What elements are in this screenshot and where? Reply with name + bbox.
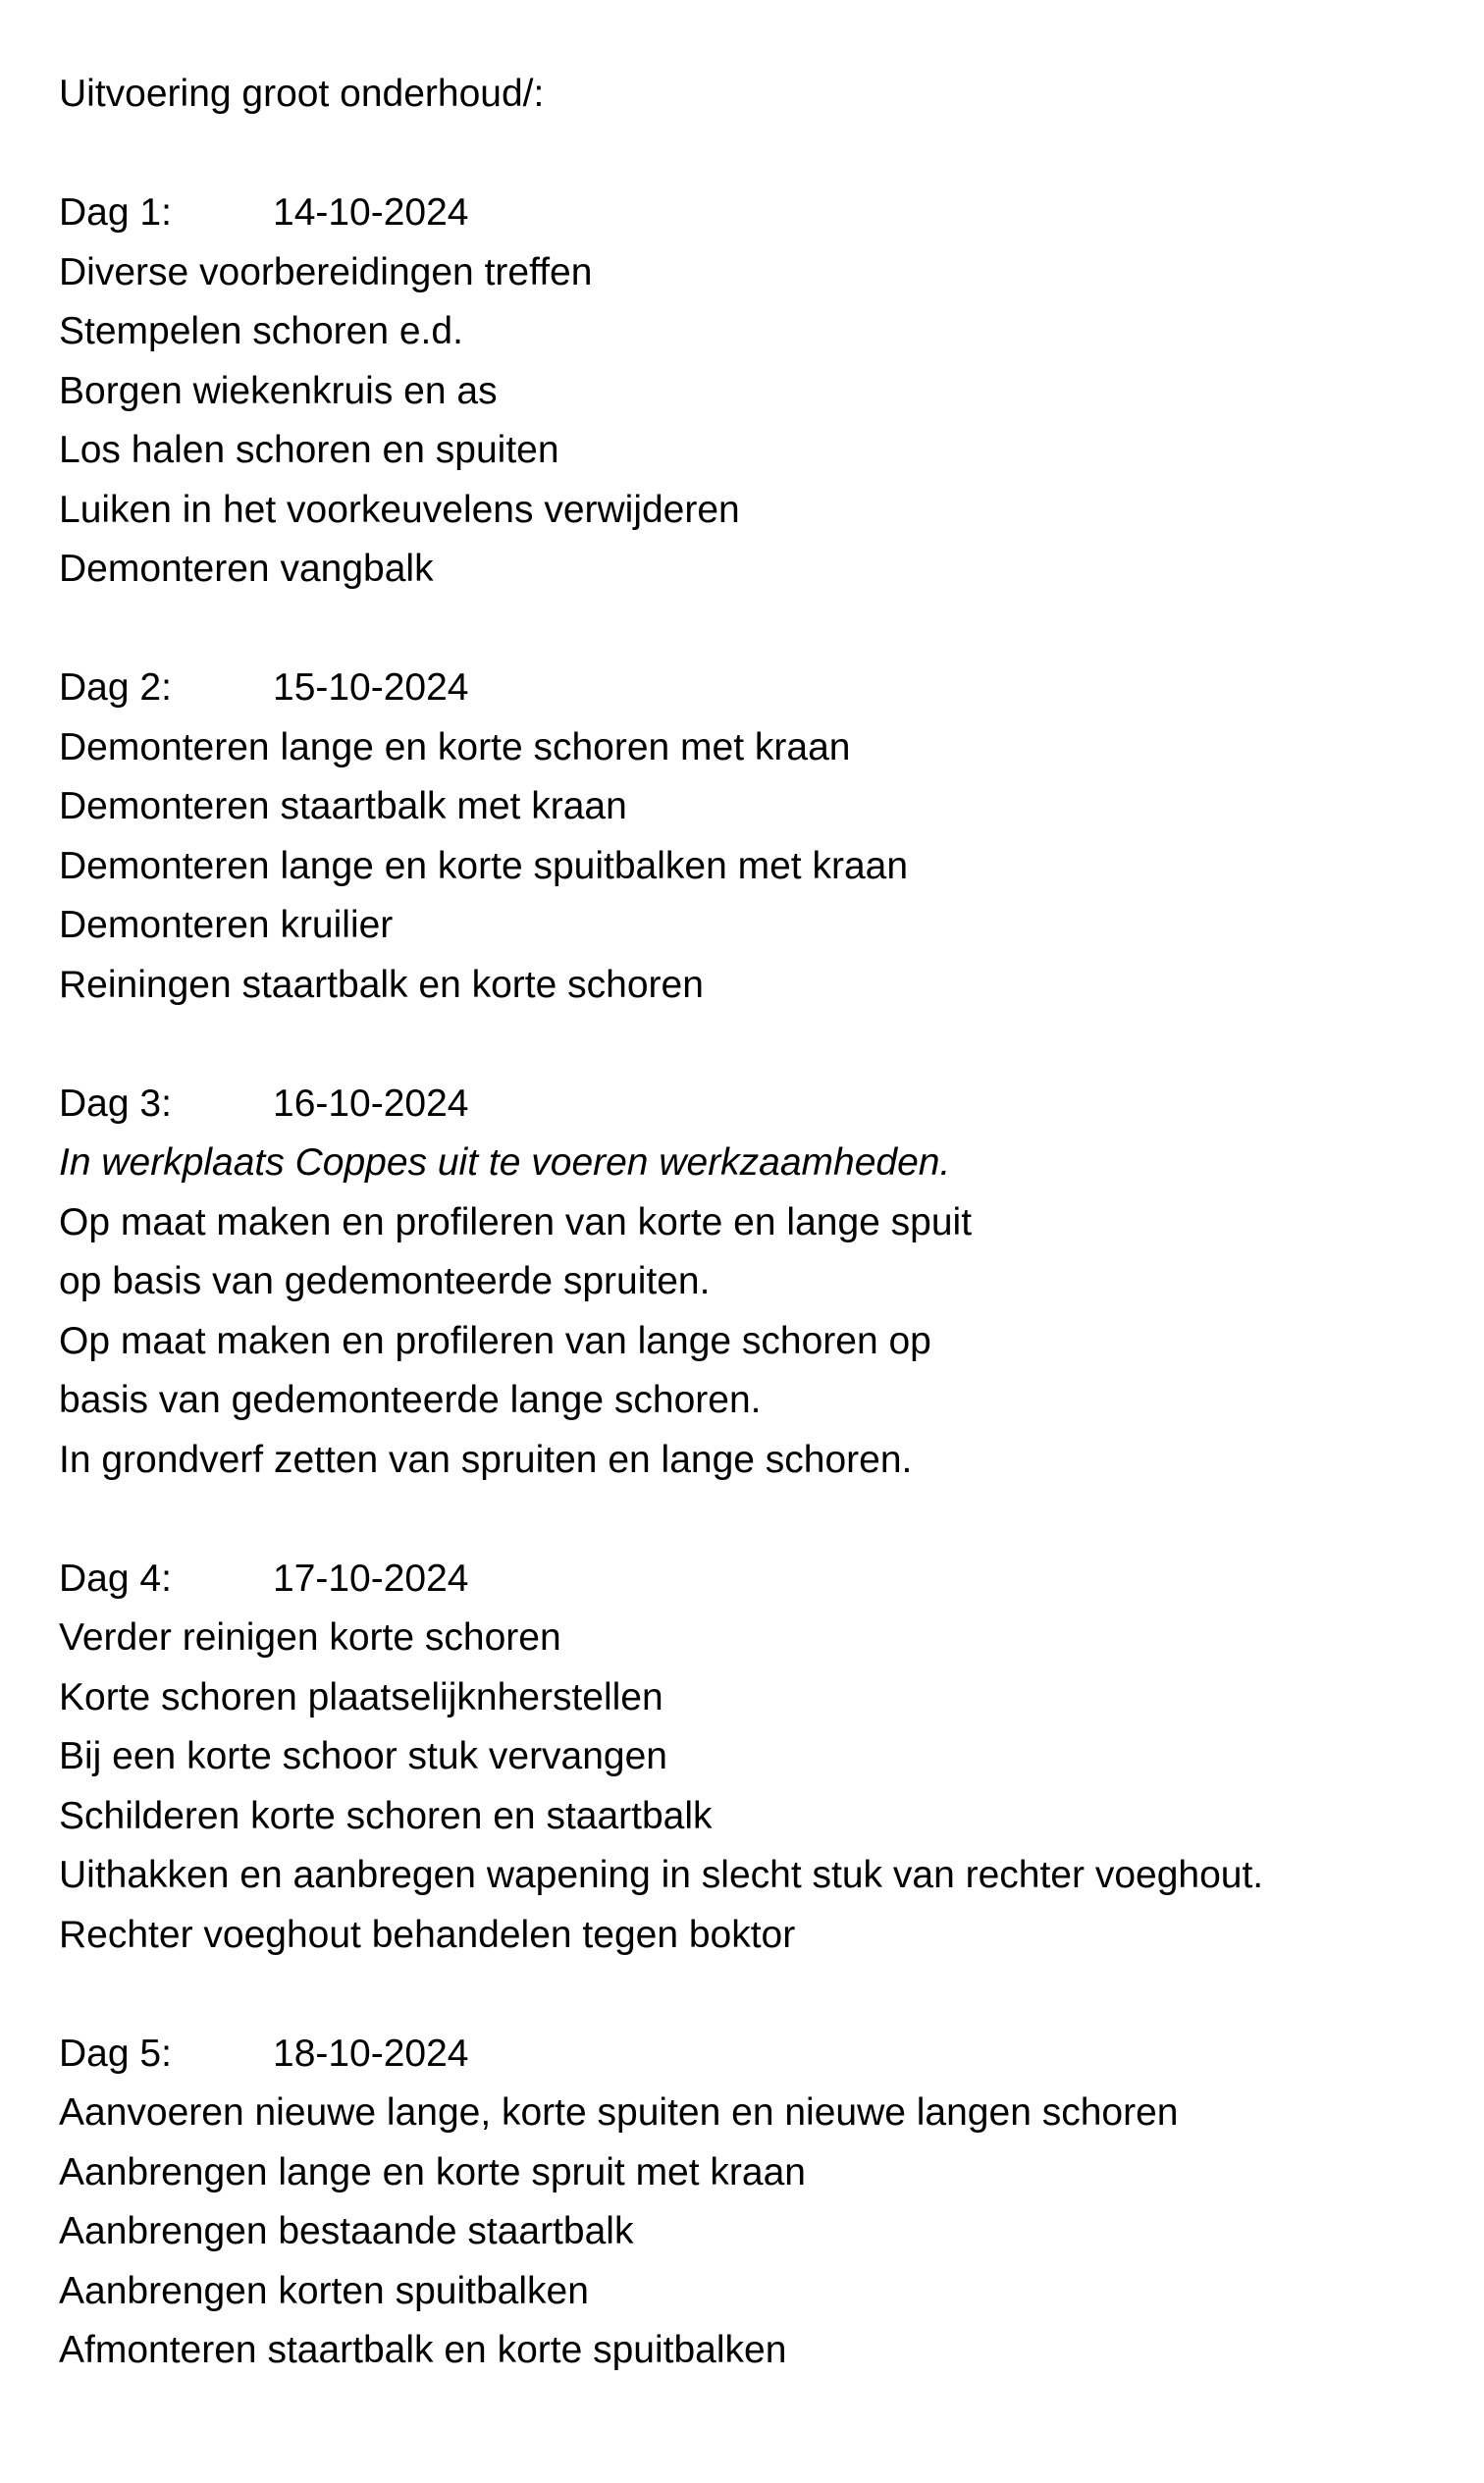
day-section	[59, 659, 1453, 1015]
task-line: Aanbrengen bestaande staartbalk	[59, 2210, 634, 2252]
task-line: Demonteren lange en korte schoren met kraan	[59, 725, 851, 768]
task-line: Bij een korte schoor stuk vervangen	[59, 1735, 668, 1777]
task-line: basis van gedemonteerde lange schoren.	[59, 1379, 762, 1421]
day-date: 15-10-2024	[273, 666, 469, 709]
task-line: Verder reinigen korte schoren	[59, 1616, 561, 1659]
day-date: 16-10-2024	[273, 1082, 469, 1125]
task-line: op basis van gedemonteerde spruiten.	[59, 1260, 711, 1302]
task-line: Aanvoeren nieuwe lange, korte spuiten en nieuwe langen schoren	[59, 2091, 1179, 2134]
day-header	[59, 2025, 1453, 2085]
task-line: Demonteren lange en korte spuitbalken met kraan	[59, 844, 909, 887]
task-line: Borgen wiekenkruis en as	[59, 369, 498, 412]
document-title: Uitvoering groot onderhoud/:	[59, 73, 545, 115]
day-label: Dag 3:	[59, 1082, 172, 1125]
task-line: Schilderen korte schoren en staartbalk	[59, 1794, 713, 1837]
task-line: Luiken in het voorkeuvelens verwijderen	[59, 488, 740, 531]
day-header	[59, 184, 1453, 243]
task-line: Diverse voorbereidingen treffen	[59, 250, 593, 293]
day-header	[59, 1075, 1453, 1135]
day-date: 18-10-2024	[273, 2032, 469, 2075]
task-note: In werkplaats Coppes uit te voeren werkzaamheden.	[59, 1141, 951, 1184]
task-line: Demonteren kruilier	[59, 904, 394, 946]
day-label: Dag 5:	[59, 2032, 172, 2075]
day-label: Dag 2:	[59, 666, 172, 709]
day-list	[59, 184, 1453, 2381]
day-header	[59, 1550, 1453, 1610]
task-line: Op maat maken en profileren van lange schoren op	[59, 1319, 931, 1362]
day-section	[59, 2025, 1453, 2381]
task-line: Los halen schoren en spuiten	[59, 429, 559, 471]
day-section	[59, 1550, 1453, 1966]
day-label: Dag 1:	[59, 191, 172, 234]
day-label: Dag 4:	[59, 1557, 172, 1600]
task-line: Demonteren vangbalk	[59, 548, 434, 590]
task-line: Uithakken en aanbregen wapening in slecht stuk van rechter voeghout.	[59, 1854, 1264, 1896]
day-header	[59, 659, 1453, 718]
day-section	[59, 184, 1453, 600]
document-page	[59, 65, 1453, 2381]
task-line: Korte schoren plaatselijknherstellen	[59, 1675, 663, 1718]
task-line: Aanbrengen lange en korte spruit met kraan	[59, 2150, 806, 2193]
task-line: Rechter voeghout behandelen tegen boktor	[59, 1913, 796, 1956]
task-line: Aanbrengen korten spuitbalken	[59, 2269, 589, 2312]
day-date: 17-10-2024	[273, 1557, 469, 1600]
task-line: In grondverf zetten van spruiten en lange schoren.	[59, 1438, 913, 1481]
task-line: Op maat maken en profileren van korte en lange spuit	[59, 1200, 973, 1243]
day-date: 14-10-2024	[273, 191, 469, 234]
task-line: Reiningen staartbalk en korte schoren	[59, 963, 704, 1006]
task-line: Stempelen schoren e.d.	[59, 310, 463, 352]
task-line: Afmonteren staartbalk en korte spuitbalken	[59, 2329, 787, 2371]
day-section	[59, 1075, 1453, 1491]
task-line: Demonteren staartbalk met kraan	[59, 785, 627, 827]
